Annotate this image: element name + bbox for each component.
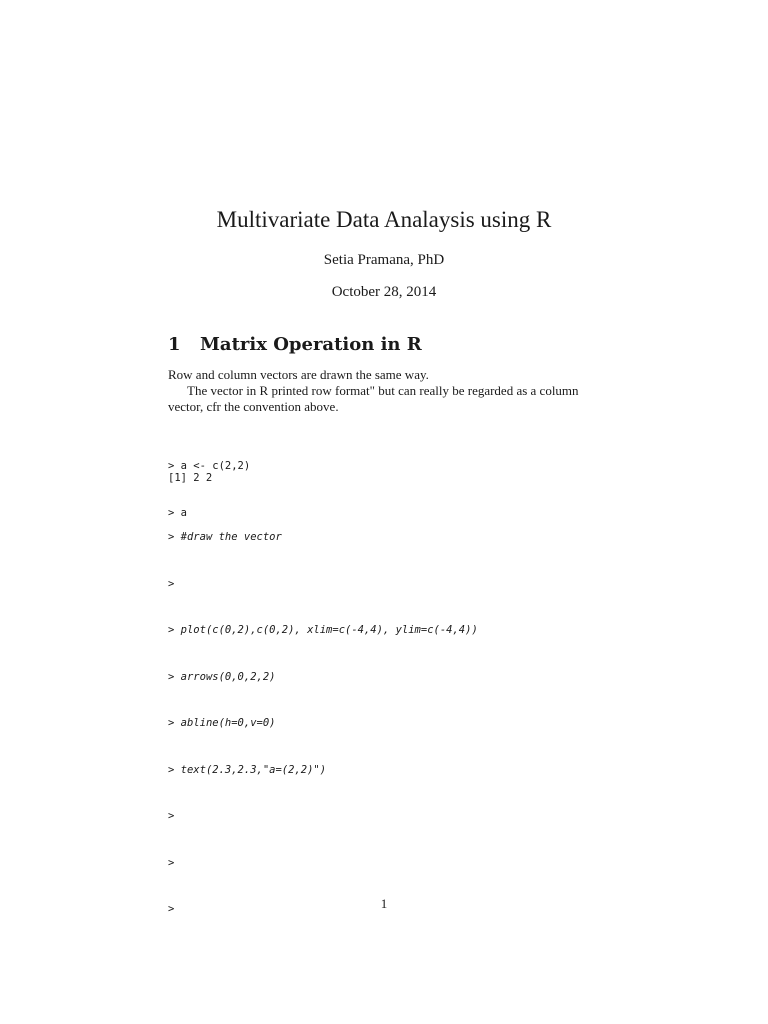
code-prompt: > xyxy=(168,624,181,636)
code-line xyxy=(168,623,478,639)
code-command: #draw the vector xyxy=(180,531,282,543)
code-command: a <- c(2,2) xyxy=(180,460,251,472)
code-command: a xyxy=(180,506,187,519)
code-prompt: > xyxy=(168,717,181,729)
code-line xyxy=(168,530,478,546)
code-block-2 xyxy=(168,499,478,933)
code-prompt: > xyxy=(168,460,181,472)
code-line xyxy=(168,577,478,593)
document-title: Multivariate Data Analaysis using R xyxy=(216,207,552,232)
code-prompt: > xyxy=(168,506,181,519)
code-prompt: > xyxy=(168,531,181,543)
code-prompt: > xyxy=(168,856,175,869)
code-prompt: > xyxy=(168,670,181,683)
code-line xyxy=(168,716,478,732)
code-command: abline(h=0,v=0) xyxy=(180,717,276,729)
code-output: [1] 2 2 xyxy=(168,472,213,484)
section-number: 1 xyxy=(168,334,181,355)
code-line xyxy=(168,763,478,779)
code-prompt: > xyxy=(168,810,175,822)
author-name: Setia Pramana, PhD xyxy=(323,252,445,268)
paragraph-2: The vector in R printed row format" but can really be regarded as a column vector, cfr the convention above. xyxy=(168,383,579,414)
document-date: October 28, 2014 xyxy=(331,284,437,300)
page-number: 1 xyxy=(380,896,388,911)
code-prompt: > xyxy=(168,763,181,776)
paragraph-1: Row and column vectors are drawn the same way. xyxy=(168,367,429,382)
code-command: arrows(0,0,2,2) xyxy=(180,670,276,683)
code-prompt: > xyxy=(168,903,175,915)
code-line xyxy=(168,809,478,825)
code-command: plot(c(0,2),c(0,2), xlim=c(-4,4), ylim=c(-4,4)) xyxy=(180,624,478,636)
section-title: Matrix Operation in R xyxy=(200,334,422,355)
section-heading xyxy=(168,333,422,357)
code-command: text(2.3,2.3,"a=(2,2)") xyxy=(180,763,327,776)
code-line xyxy=(168,856,478,872)
code-line xyxy=(168,670,478,686)
code-prompt: > xyxy=(168,577,175,590)
